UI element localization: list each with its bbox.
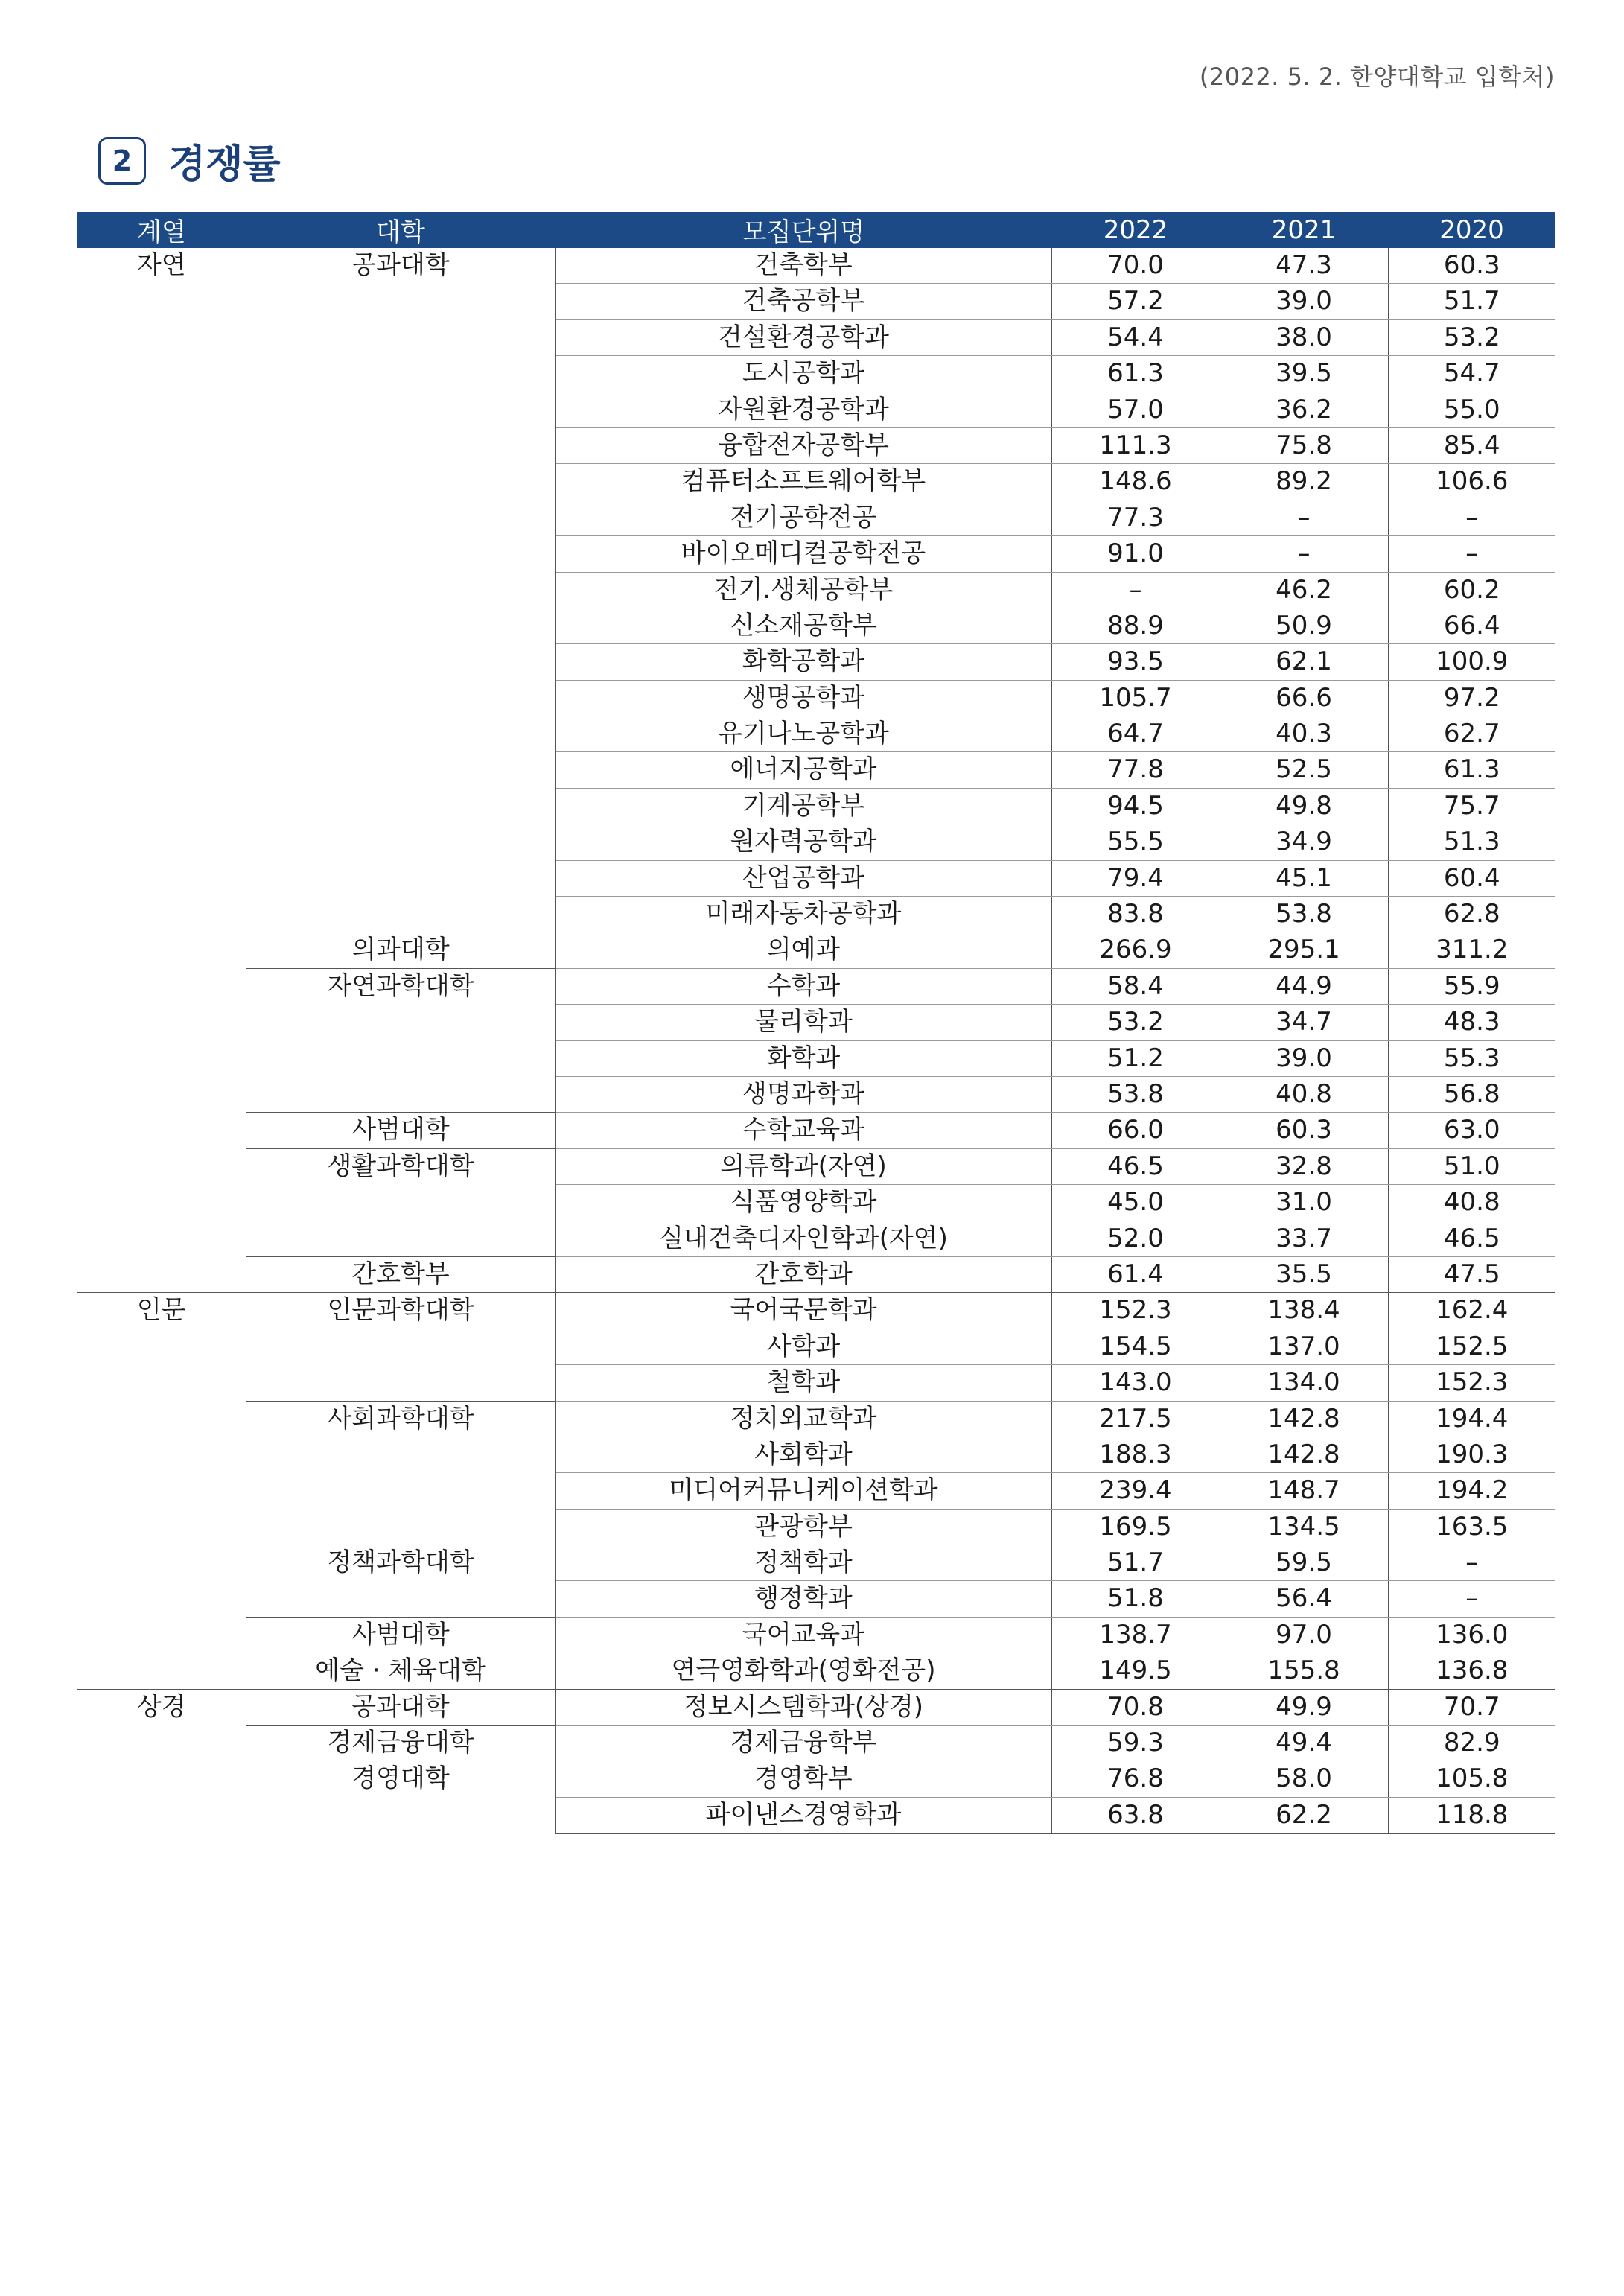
rate-2021-cell: 33.7 — [1220, 1221, 1388, 1256]
table-row — [77, 248, 1555, 284]
header-2021: 2021 — [1220, 212, 1388, 248]
rate-2020-cell: 194.2 — [1388, 1473, 1555, 1509]
rate-2022-cell: 149.5 — [1051, 1653, 1220, 1689]
rate-2020-cell: 54.7 — [1388, 356, 1555, 392]
college-cell: 공과대학 — [246, 248, 555, 932]
rate-2021-cell: 89.2 — [1220, 464, 1388, 500]
rate-2021-cell: – — [1220, 500, 1388, 535]
rate-2021-cell: 49.4 — [1220, 1726, 1388, 1761]
rate-2022-cell: 169.5 — [1051, 1509, 1220, 1545]
unit-name-cell: 건설환경공학과 — [555, 319, 1051, 355]
table-row — [77, 1761, 1555, 1797]
table-row — [77, 968, 1555, 1004]
rate-2022-cell: 54.4 — [1051, 319, 1220, 355]
rate-2022-cell: 66.0 — [1051, 1113, 1220, 1148]
rate-2022-cell: 57.0 — [1051, 392, 1220, 427]
unit-name-cell: 바이오메디컬공학전공 — [555, 536, 1051, 572]
unit-name-cell: 국어교육과 — [555, 1617, 1051, 1653]
rate-2022-cell: 52.0 — [1051, 1221, 1220, 1256]
unit-name-cell: 정보시스템학과(상경) — [555, 1689, 1051, 1725]
rate-2021-cell: 75.8 — [1220, 427, 1388, 463]
unit-name-cell: 건축학부 — [555, 248, 1051, 284]
rate-2022-cell: 46.5 — [1051, 1148, 1220, 1184]
rate-2021-cell: 31.0 — [1220, 1185, 1388, 1221]
rate-2022-cell: 58.4 — [1051, 968, 1220, 1004]
college-cell: 사범대학 — [246, 1113, 555, 1148]
rate-2022-cell: 83.8 — [1051, 897, 1220, 932]
rate-2021-cell: 60.3 — [1220, 1113, 1388, 1148]
section-header — [98, 133, 281, 188]
rate-2020-cell: 51.0 — [1388, 1148, 1555, 1184]
rate-2021-cell: 134.5 — [1220, 1509, 1388, 1545]
unit-name-cell: 전기.생체공학부 — [555, 572, 1051, 608]
table-header-row — [77, 212, 1555, 248]
rate-2021-cell: 53.8 — [1220, 897, 1388, 932]
unit-name-cell: 경영학부 — [555, 1761, 1051, 1797]
rate-2022-cell: 70.8 — [1051, 1689, 1220, 1725]
rate-2021-cell: 58.0 — [1220, 1761, 1388, 1797]
rate-2022-cell: 53.2 — [1051, 1005, 1220, 1040]
rate-2022-cell: – — [1051, 572, 1220, 608]
rate-2022-cell: 91.0 — [1051, 536, 1220, 572]
rate-2020-cell: 82.9 — [1388, 1726, 1555, 1761]
rate-2021-cell: 59.5 — [1220, 1545, 1388, 1581]
rate-2020-cell: 63.0 — [1388, 1113, 1555, 1148]
rate-2020-cell: 48.3 — [1388, 1005, 1555, 1040]
rate-2022-cell: 63.8 — [1051, 1797, 1220, 1834]
rate-2020-cell: 47.5 — [1388, 1256, 1555, 1292]
rate-2021-cell: 62.2 — [1220, 1797, 1388, 1834]
rate-2021-cell: 142.8 — [1220, 1437, 1388, 1472]
rate-2021-cell: 49.8 — [1220, 788, 1388, 824]
header-2020: 2020 — [1388, 212, 1555, 248]
rate-2022-cell: 217.5 — [1051, 1401, 1220, 1437]
rate-2022-cell: 51.7 — [1051, 1545, 1220, 1581]
college-cell: 정책과학대학 — [246, 1545, 555, 1618]
college-cell: 공과대학 — [246, 1689, 555, 1725]
unit-name-cell: 간호학과 — [555, 1256, 1051, 1292]
rate-2021-cell: 134.0 — [1220, 1365, 1388, 1401]
unit-name-cell: 미래자동차공학과 — [555, 897, 1051, 932]
rate-2020-cell: 311.2 — [1388, 932, 1555, 968]
rate-2021-cell: 155.8 — [1220, 1653, 1388, 1689]
college-cell: 사범대학 — [246, 1617, 555, 1653]
rate-2021-cell: 47.3 — [1220, 248, 1388, 284]
rate-2021-cell: 40.3 — [1220, 716, 1388, 752]
rate-2020-cell: 152.5 — [1388, 1329, 1555, 1364]
rate-2021-cell: 34.7 — [1220, 1005, 1388, 1040]
unit-name-cell: 관광학부 — [555, 1509, 1051, 1545]
rate-2020-cell: 162.4 — [1388, 1293, 1555, 1329]
table-row — [77, 1545, 1555, 1581]
rate-2021-cell: 38.0 — [1220, 319, 1388, 355]
rate-2022-cell: 70.0 — [1051, 248, 1220, 284]
rate-2020-cell: 100.9 — [1388, 644, 1555, 680]
table-row — [77, 1293, 1555, 1329]
category-cell — [77, 1653, 246, 1689]
rate-2022-cell: 143.0 — [1051, 1365, 1220, 1401]
rate-2020-cell: – — [1388, 536, 1555, 572]
rate-2021-cell: 39.5 — [1220, 356, 1388, 392]
table-row — [77, 1148, 1555, 1184]
rate-2022-cell: 188.3 — [1051, 1437, 1220, 1472]
unit-name-cell: 사회학과 — [555, 1437, 1051, 1472]
college-cell: 자연과학대학 — [246, 968, 555, 1113]
rate-2021-cell: 45.1 — [1220, 860, 1388, 896]
rate-2020-cell: 105.8 — [1388, 1761, 1555, 1797]
rate-2021-cell: 137.0 — [1220, 1329, 1388, 1364]
unit-name-cell: 에너지공학과 — [555, 752, 1051, 788]
rate-2022-cell: 138.7 — [1051, 1617, 1220, 1653]
rate-2021-cell: 142.8 — [1220, 1401, 1388, 1437]
table-row — [77, 1113, 1555, 1148]
rate-2021-cell: 62.1 — [1220, 644, 1388, 680]
table-row — [77, 1726, 1555, 1761]
competition-rate-table — [77, 212, 1555, 1834]
unit-name-cell: 도시공학과 — [555, 356, 1051, 392]
rate-2022-cell: 148.6 — [1051, 464, 1220, 500]
college-cell: 사회과학대학 — [246, 1401, 555, 1545]
rate-2022-cell: 59.3 — [1051, 1726, 1220, 1761]
college-cell: 생활과학대학 — [246, 1148, 555, 1256]
unit-name-cell: 사학과 — [555, 1329, 1051, 1364]
unit-name-cell: 컴퓨터소프트웨어학부 — [555, 464, 1051, 500]
table-row — [77, 1653, 1555, 1689]
rate-2020-cell: 62.7 — [1388, 716, 1555, 752]
rate-2020-cell: 136.8 — [1388, 1653, 1555, 1689]
rate-2022-cell: 239.4 — [1051, 1473, 1220, 1509]
unit-name-cell: 행정학과 — [555, 1581, 1051, 1617]
rate-2022-cell: 111.3 — [1051, 427, 1220, 463]
rate-2022-cell: 105.7 — [1051, 680, 1220, 716]
rate-2020-cell: 60.2 — [1388, 572, 1555, 608]
rate-2020-cell: 60.4 — [1388, 860, 1555, 896]
rate-2022-cell: 77.8 — [1051, 752, 1220, 788]
rate-2022-cell: 94.5 — [1051, 788, 1220, 824]
rate-2022-cell: 55.5 — [1051, 824, 1220, 860]
unit-name-cell: 수학교육과 — [555, 1113, 1051, 1148]
unit-name-cell: 경제금융학부 — [555, 1726, 1051, 1761]
rate-2020-cell: 53.2 — [1388, 319, 1555, 355]
unit-name-cell: 정책학과 — [555, 1545, 1051, 1581]
rate-2022-cell: 266.9 — [1051, 932, 1220, 968]
rate-2021-cell: 44.9 — [1220, 968, 1388, 1004]
rate-2020-cell: 56.8 — [1388, 1076, 1555, 1112]
rate-2021-cell: 66.6 — [1220, 680, 1388, 716]
rate-2020-cell: 136.0 — [1388, 1617, 1555, 1653]
rate-2020-cell: 194.4 — [1388, 1401, 1555, 1437]
rate-2022-cell: 61.3 — [1051, 356, 1220, 392]
rate-2021-cell: 36.2 — [1220, 392, 1388, 427]
category-cell: 자연 — [77, 248, 246, 1293]
unit-name-cell: 정치외교학과 — [555, 1401, 1051, 1437]
rate-2020-cell: 61.3 — [1388, 752, 1555, 788]
rate-2022-cell: 152.3 — [1051, 1293, 1220, 1329]
unit-name-cell: 연극영화학과(영화전공) — [555, 1653, 1051, 1689]
rate-2020-cell: 97.2 — [1388, 680, 1555, 716]
college-cell: 간호학부 — [246, 1256, 555, 1292]
rate-2021-cell: 97.0 — [1220, 1617, 1388, 1653]
table-row — [77, 1617, 1555, 1653]
unit-name-cell: 유기나노공학과 — [555, 716, 1051, 752]
unit-name-cell: 전기공학전공 — [555, 500, 1051, 535]
rate-2021-cell: 138.4 — [1220, 1293, 1388, 1329]
rate-2022-cell: 93.5 — [1051, 644, 1220, 680]
unit-name-cell: 미디어커뮤니케이션학과 — [555, 1473, 1051, 1509]
rate-2020-cell: 46.5 — [1388, 1221, 1555, 1256]
rate-2022-cell: 88.9 — [1051, 608, 1220, 643]
rate-2020-cell: 55.9 — [1388, 968, 1555, 1004]
table-row — [77, 932, 1555, 968]
rate-2020-cell: 190.3 — [1388, 1437, 1555, 1472]
rate-2021-cell: 39.0 — [1220, 284, 1388, 319]
rate-2020-cell: 85.4 — [1388, 427, 1555, 463]
rate-2021-cell: 50.9 — [1220, 608, 1388, 643]
unit-name-cell: 생명공학과 — [555, 680, 1051, 716]
unit-name-cell: 식품영양학과 — [555, 1185, 1051, 1221]
college-cell: 경제금융대학 — [246, 1726, 555, 1761]
rate-2021-cell: 295.1 — [1220, 932, 1388, 968]
unit-name-cell: 생명과학과 — [555, 1076, 1051, 1112]
college-cell: 예술 · 체육대학 — [246, 1653, 555, 1689]
unit-name-cell: 원자력공학과 — [555, 824, 1051, 860]
rate-2022-cell: 64.7 — [1051, 716, 1220, 752]
unit-name-cell: 물리학과 — [555, 1005, 1051, 1040]
unit-name-cell: 수학과 — [555, 968, 1051, 1004]
rate-2020-cell: 60.3 — [1388, 248, 1555, 284]
unit-name-cell: 산업공학과 — [555, 860, 1051, 896]
rate-2022-cell: 77.3 — [1051, 500, 1220, 535]
rate-2020-cell: 51.7 — [1388, 284, 1555, 319]
college-cell: 의과대학 — [246, 932, 555, 968]
rate-2021-cell: 39.0 — [1220, 1040, 1388, 1076]
unit-name-cell: 기계공학부 — [555, 788, 1051, 824]
rate-2021-cell: – — [1220, 536, 1388, 572]
unit-name-cell: 건축공학부 — [555, 284, 1051, 319]
header-unit: 모집단위명 — [555, 212, 1051, 248]
rate-2022-cell: 76.8 — [1051, 1761, 1220, 1797]
unit-name-cell: 자원환경공학과 — [555, 392, 1051, 427]
rate-2020-cell: 62.8 — [1388, 897, 1555, 932]
rate-2021-cell: 49.9 — [1220, 1689, 1388, 1725]
category-cell: 상경 — [77, 1689, 246, 1834]
header-2022: 2022 — [1051, 212, 1220, 248]
rate-2021-cell: 148.7 — [1220, 1473, 1388, 1509]
rate-2020-cell: 152.3 — [1388, 1365, 1555, 1401]
rate-2022-cell: 154.5 — [1051, 1329, 1220, 1364]
rate-2020-cell: – — [1388, 1581, 1555, 1617]
rate-2020-cell: 66.4 — [1388, 608, 1555, 643]
rate-2020-cell: 55.0 — [1388, 392, 1555, 427]
rate-2020-cell: 106.6 — [1388, 464, 1555, 500]
table-row — [77, 1256, 1555, 1292]
rate-2022-cell: 53.8 — [1051, 1076, 1220, 1112]
unit-name-cell: 융합전자공학부 — [555, 427, 1051, 463]
unit-name-cell: 신소재공학부 — [555, 608, 1051, 643]
section-number: 2 — [98, 137, 146, 185]
rate-2021-cell: 40.8 — [1220, 1076, 1388, 1112]
rate-2022-cell: 51.2 — [1051, 1040, 1220, 1076]
rate-2020-cell: – — [1388, 500, 1555, 535]
rate-2020-cell: 75.7 — [1388, 788, 1555, 824]
table-body — [77, 248, 1555, 1834]
rate-2021-cell: 52.5 — [1220, 752, 1388, 788]
rate-2022-cell: 79.4 — [1051, 860, 1220, 896]
source-note: (2022. 5. 2. 한양대학교 입학처) — [1199, 63, 1555, 91]
rate-2022-cell: 57.2 — [1051, 284, 1220, 319]
unit-name-cell: 실내건축디자인학과(자연) — [555, 1221, 1051, 1256]
rate-2021-cell: 35.5 — [1220, 1256, 1388, 1292]
rate-2021-cell: 32.8 — [1220, 1148, 1388, 1184]
rate-2022-cell: 51.8 — [1051, 1581, 1220, 1617]
rate-2022-cell: 61.4 — [1051, 1256, 1220, 1292]
unit-name-cell: 화학과 — [555, 1040, 1051, 1076]
rate-2020-cell: 51.3 — [1388, 824, 1555, 860]
rate-2020-cell: 70.7 — [1388, 1689, 1555, 1725]
college-cell: 경영대학 — [246, 1761, 555, 1834]
unit-name-cell: 화학공학과 — [555, 644, 1051, 680]
rate-2021-cell: 56.4 — [1220, 1581, 1388, 1617]
rate-2020-cell: 55.3 — [1388, 1040, 1555, 1076]
rate-2020-cell: 40.8 — [1388, 1185, 1555, 1221]
rate-2021-cell: 46.2 — [1220, 572, 1388, 608]
unit-name-cell: 의류학과(자연) — [555, 1148, 1051, 1184]
rate-2020-cell: 118.8 — [1388, 1797, 1555, 1834]
rate-2020-cell: 163.5 — [1388, 1509, 1555, 1545]
header-college: 대학 — [246, 212, 555, 248]
unit-name-cell: 철학과 — [555, 1365, 1051, 1401]
category-cell: 인문 — [77, 1293, 246, 1653]
unit-name-cell: 파이낸스경영학과 — [555, 1797, 1051, 1834]
rate-2020-cell: – — [1388, 1545, 1555, 1581]
unit-name-cell: 의예과 — [555, 932, 1051, 968]
table-row — [77, 1401, 1555, 1437]
unit-name-cell: 국어국문학과 — [555, 1293, 1051, 1329]
section-title: 경쟁률 — [168, 142, 281, 187]
rate-2021-cell: 34.9 — [1220, 824, 1388, 860]
college-cell: 인문과학대학 — [246, 1293, 555, 1401]
header-category: 계열 — [77, 212, 246, 248]
table-row — [77, 1689, 1555, 1725]
rate-2022-cell: 45.0 — [1051, 1185, 1220, 1221]
